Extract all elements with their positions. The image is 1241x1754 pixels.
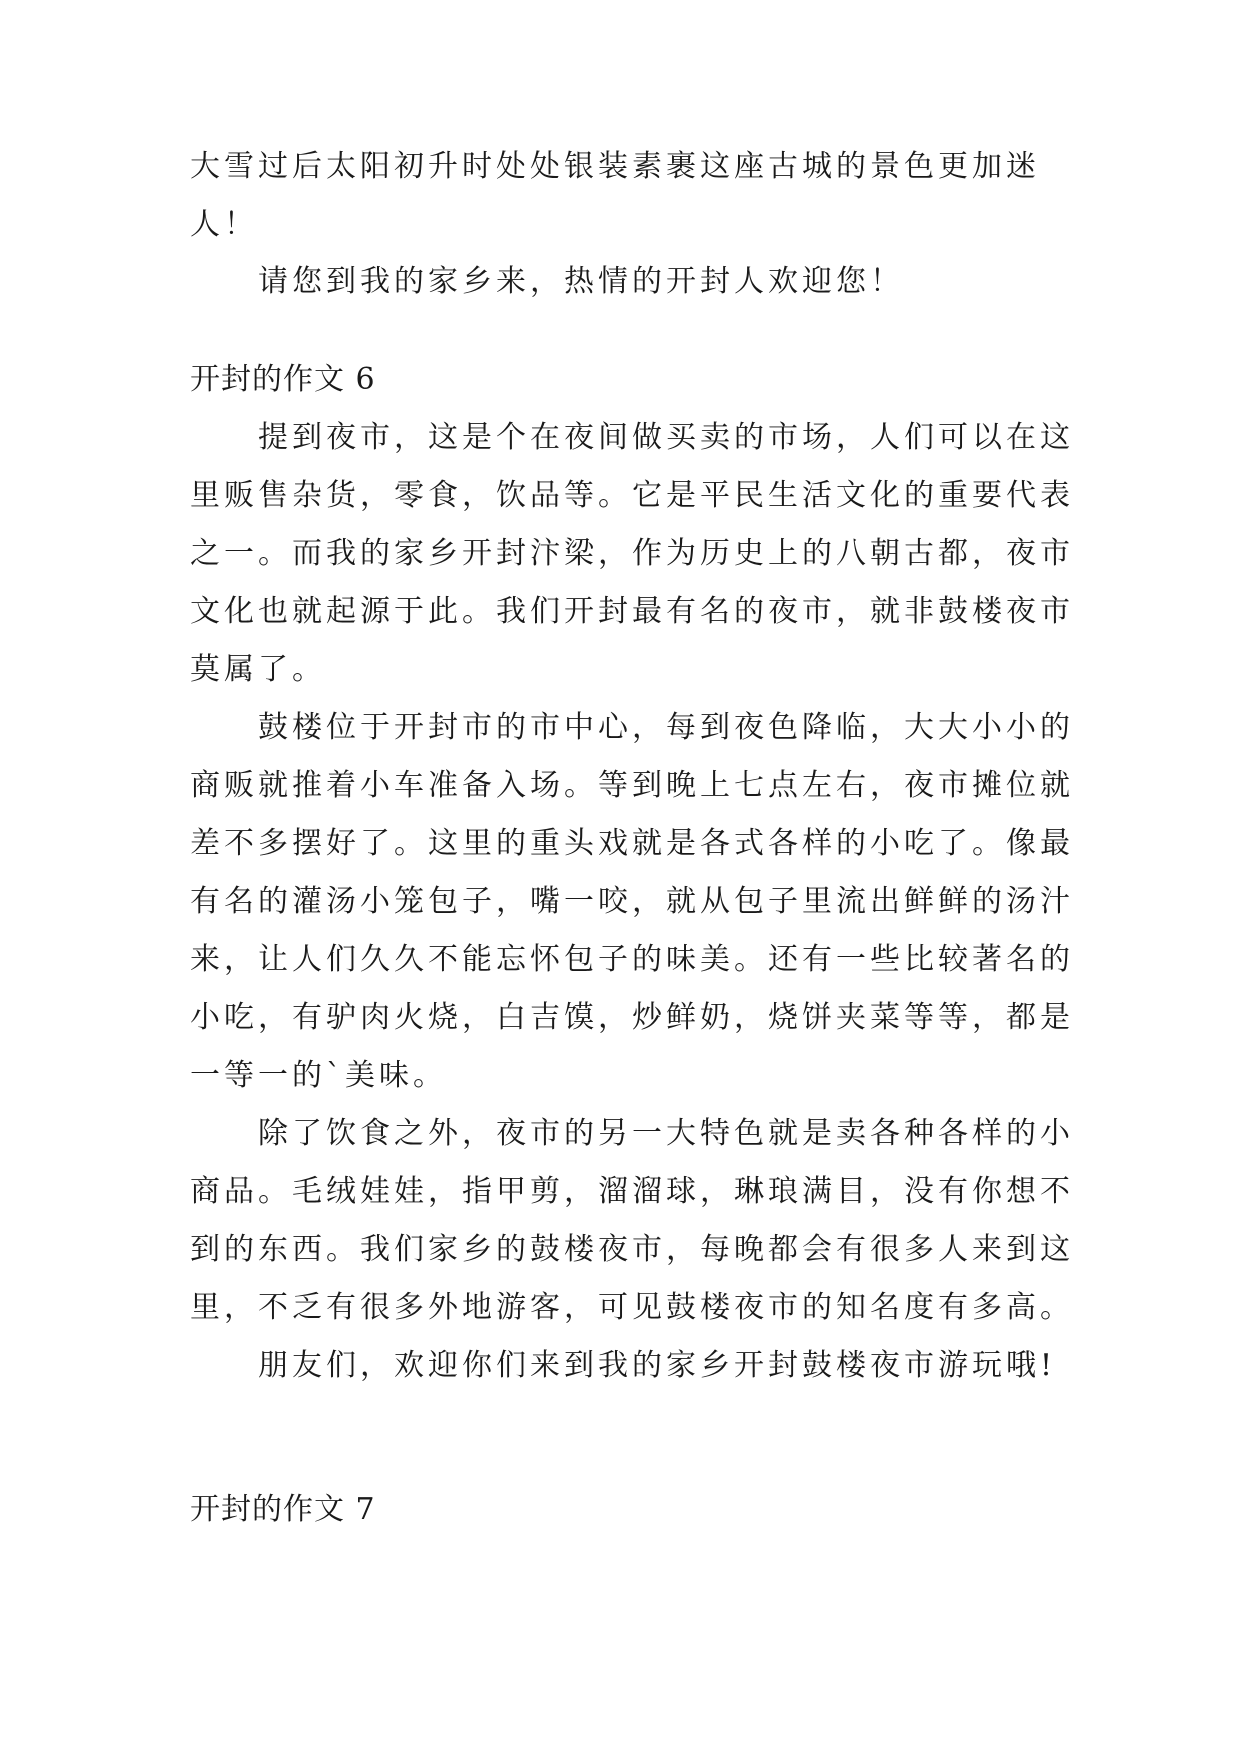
text-line: 请您到我的家乡来，热情的开封人欢迎您！: [258, 264, 904, 299]
text-line: 朋友们，欢迎你们来到我的家乡开封鼓楼夜市游玩哦!: [258, 1348, 1057, 1383]
text-line: 人！: [190, 207, 258, 242]
text-line: 提到夜市，这是个在夜间做买卖的市场，人们可以在这: [258, 420, 1074, 455]
essay-title: 开封的作文 7: [190, 1492, 376, 1527]
text-line: 鼓楼位于开封市的市中心，每到夜色降临，大大小小的: [258, 710, 1074, 745]
text-line: 大雪过后太阳初升时处处银装素裹这座古城的景色更加迷: [190, 149, 1040, 184]
text-line: 里贩售杂货，零食，饮品等。它是平民生活文化的重要代表: [190, 478, 1074, 513]
essay-title: 开封的作文 6: [190, 362, 376, 397]
text-line: 一等一的`美味。: [190, 1058, 447, 1093]
text-line: 里，不乏有很多外地游客，可见鼓楼夜市的知名度有多高。: [190, 1290, 1074, 1325]
text-line: 到的东西。我们家乡的鼓楼夜市，每晚都会有很多人来到这: [190, 1232, 1074, 1267]
text-line: 小吃，有驴肉火烧，白吉馍，炒鲜奶，烧饼夹菜等等，都是: [190, 1000, 1074, 1035]
text-line: 有名的灌汤小笼包子，嘴一咬，就从包子里流出鲜鲜的汤汁: [190, 884, 1074, 919]
text-line: 文化也就起源于此。我们开封最有名的夜市，就非鼓楼夜市: [190, 594, 1074, 629]
text-line: 除了饮食之外，夜市的另一大特色就是卖各种各样的小: [258, 1116, 1074, 1151]
text-line: 之一。而我的家乡开封汴梁，作为历史上的八朝古都，夜市: [190, 536, 1074, 571]
text-line: 商品。毛绒娃娃，指甲剪，溜溜球，琳琅满目，没有你想不: [190, 1174, 1074, 1209]
text-line: 来，让人们久久不能忘怀包子的味美。还有一些比较著名的: [190, 942, 1074, 977]
text-line: 商贩就推着小车准备入场。等到晚上七点左右，夜市摊位就: [190, 768, 1074, 803]
text-line: 差不多摆好了。这里的重头戏就是各式各样的小吃了。像最: [190, 826, 1074, 861]
text-line: 莫属了。: [190, 652, 326, 687]
